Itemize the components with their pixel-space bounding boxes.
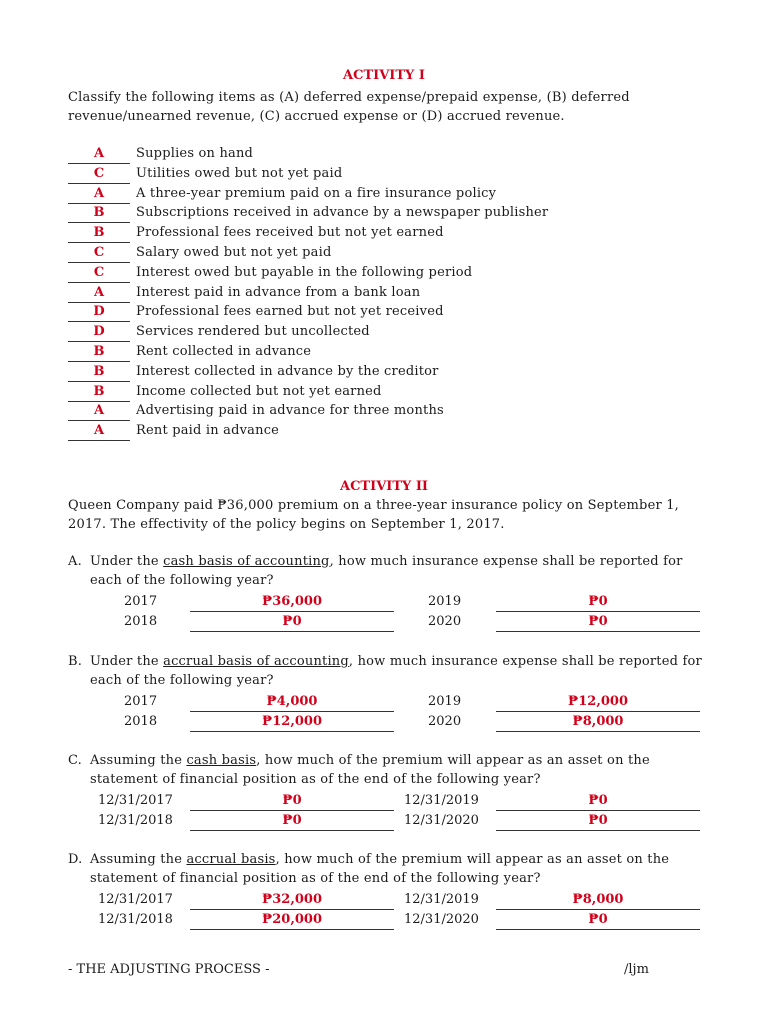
question-basis: accrual basis <box>186 852 276 867</box>
question-letter: A. <box>68 554 82 569</box>
answer-line <box>68 163 130 164</box>
amount-value: ₱0 <box>282 793 302 808</box>
answer-5: B <box>93 225 105 241</box>
item-text-4: Subscriptions received in advance by a newspaper publisher <box>136 205 549 221</box>
answer-10: D <box>93 324 105 340</box>
answer-1: A <box>93 146 105 161</box>
question-basis: cash basis of accounting <box>163 554 330 569</box>
item-text-15: Rent paid in advance <box>136 423 280 439</box>
amount-value: ₱0 <box>282 813 302 828</box>
activity1-instructions-line1: Classify the following items as (A) deferred expense/prepaid expense, (B) deferred <box>68 90 630 105</box>
item-text-3: A three-year premium paid on a fire insurance policy <box>136 185 497 201</box>
question-d <box>68 852 669 867</box>
question-line2: statement of financial position as of the end of the following year? <box>90 772 541 787</box>
amount-value: ₱20,000 <box>261 912 323 927</box>
answer-line <box>496 611 700 612</box>
answer-line <box>190 929 394 930</box>
answer-line <box>496 810 700 811</box>
item-text-12: Interest collected in advance by the creditor <box>136 363 439 379</box>
activity1-title: ACTIVITY I <box>343 68 425 83</box>
answer-7: C <box>93 264 105 280</box>
amount-value: ₱12,000 <box>567 694 629 709</box>
item-text-13: Income collected but not yet earned <box>136 383 382 399</box>
answer-line <box>496 711 700 712</box>
activity2-title: ACTIVITY II <box>340 479 428 494</box>
answer-4: B <box>93 205 105 221</box>
question-text-pre: Under the <box>90 654 164 669</box>
item-text-9: Professional fees earned but not yet received <box>136 304 444 320</box>
answer-line <box>496 830 700 831</box>
question-text-pre: Assuming the <box>90 852 187 867</box>
answer-line <box>68 242 130 243</box>
answer-line <box>68 302 130 303</box>
item-text-6: Salary owed but not yet paid <box>136 245 332 260</box>
period-label: 2020 <box>428 714 462 729</box>
item-text-2: Utilities owed but not yet paid <box>136 165 343 181</box>
period-label: 2019 <box>428 594 462 609</box>
footer-title: - THE ADJUSTING PROCESS - <box>68 962 270 977</box>
answer-line <box>68 361 130 362</box>
period-label: 2018 <box>124 614 158 629</box>
answer-line <box>496 909 700 910</box>
answer-9: D <box>93 304 105 320</box>
question-text-post: , how much insurance expense shall be reported for <box>348 654 702 669</box>
period-label: 12/31/2019 <box>404 793 479 808</box>
answer-line <box>68 341 130 342</box>
amount-value: ₱0 <box>588 793 608 808</box>
answer-line <box>496 631 700 632</box>
answer-line <box>68 440 130 441</box>
item-text-8: Interest paid in advance from a bank loan <box>136 284 421 300</box>
period-label: 2018 <box>124 714 158 729</box>
activity1-instructions-line2: revenue/unearned revenue, (C) accrued expense or (D) accrued revenue. <box>68 109 565 124</box>
item-text-10: Services rendered but uncollected <box>136 324 370 340</box>
answer-line <box>68 420 130 421</box>
question-letter: C. <box>68 753 83 768</box>
amount-value: ₱36,000 <box>261 594 323 609</box>
answer-line <box>190 810 394 811</box>
answer-14: A <box>93 403 105 419</box>
question-basis: accrual basis of accounting <box>163 654 349 669</box>
amount-value: ₱0 <box>282 614 302 629</box>
period-label: 12/31/2017 <box>98 892 173 907</box>
period-label: 2017 <box>124 594 158 609</box>
question-text-post: , how much insurance expense shall be reported for <box>329 554 683 569</box>
period-label: 2020 <box>428 614 462 629</box>
question-a <box>68 554 683 569</box>
amount-value: ₱0 <box>588 614 608 629</box>
answer-13: B <box>93 383 105 399</box>
answer-line <box>68 282 130 283</box>
answer-8: A <box>93 284 105 300</box>
footer-initials: /ljm <box>624 962 649 977</box>
activity2-intro-line1: Queen Company paid ₱36,000 premium on a three-year insurance policy on September 1, <box>68 498 680 513</box>
answer-line <box>190 909 394 910</box>
answer-line <box>68 203 130 204</box>
period-label: 12/31/2020 <box>404 813 479 828</box>
answer-2: C <box>93 165 105 181</box>
amount-value: ₱4,000 <box>266 694 318 709</box>
answer-6: C <box>93 245 105 260</box>
period-label: 12/31/2017 <box>98 793 173 808</box>
amount-value: ₱8,000 <box>572 714 624 729</box>
activity2-intro-line2: 2017. The effectivity of the policy begins on September 1, 2017. <box>68 517 505 532</box>
question-b <box>68 654 702 669</box>
question-text-pre: Under the <box>90 554 164 569</box>
item-text-7: Interest owed but payable in the following period <box>136 264 473 280</box>
answer-line <box>190 711 394 712</box>
answer-line <box>496 929 700 930</box>
item-text-11: Rent collected in advance <box>136 344 312 359</box>
answer-line <box>190 731 394 732</box>
question-line2: each of the following year? <box>90 673 274 688</box>
period-label: 2017 <box>124 694 158 709</box>
question-text-post: , how much of the premium will appear as an asset on the <box>256 753 650 768</box>
question-letter: D. <box>68 852 83 867</box>
answer-line <box>496 731 700 732</box>
answer-line <box>68 401 130 402</box>
question-letter: B. <box>68 654 83 669</box>
answer-line <box>68 183 130 184</box>
period-label: 12/31/2018 <box>98 912 173 927</box>
answer-3: A <box>93 185 105 201</box>
answer-15: A <box>93 423 105 439</box>
answer-line <box>68 222 130 223</box>
period-label: 12/31/2020 <box>404 912 479 927</box>
amount-value: ₱0 <box>588 594 608 609</box>
amount-value: ₱0 <box>588 912 608 927</box>
answer-12: B <box>93 363 105 379</box>
item-text-14: Advertising paid in advance for three months <box>136 403 444 419</box>
question-c <box>68 753 650 768</box>
answer-11: B <box>93 344 105 359</box>
amount-value: ₱8,000 <box>572 892 624 907</box>
answer-line <box>190 631 394 632</box>
period-label: 2019 <box>428 694 462 709</box>
question-basis: cash basis <box>186 753 257 768</box>
answer-line <box>68 381 130 382</box>
amount-value: ₱0 <box>588 813 608 828</box>
amount-value: ₱12,000 <box>261 714 323 729</box>
answer-line <box>190 830 394 831</box>
answer-line <box>190 611 394 612</box>
question-text-post: , how much of the premium will appear as an asset on the <box>275 852 670 867</box>
period-label: 12/31/2018 <box>98 813 173 828</box>
answer-line <box>68 321 130 322</box>
question-line2: each of the following year? <box>90 573 274 588</box>
question-text-pre: Assuming the <box>90 753 187 768</box>
item-text-5: Professional fees received but not yet earned <box>136 225 444 241</box>
item-text-1: Supplies on hand <box>136 146 254 161</box>
answer-line <box>68 262 130 263</box>
period-label: 12/31/2019 <box>404 892 479 907</box>
amount-value: ₱32,000 <box>261 892 323 907</box>
question-line2: statement of financial position as of the end of the following year? <box>90 871 541 886</box>
